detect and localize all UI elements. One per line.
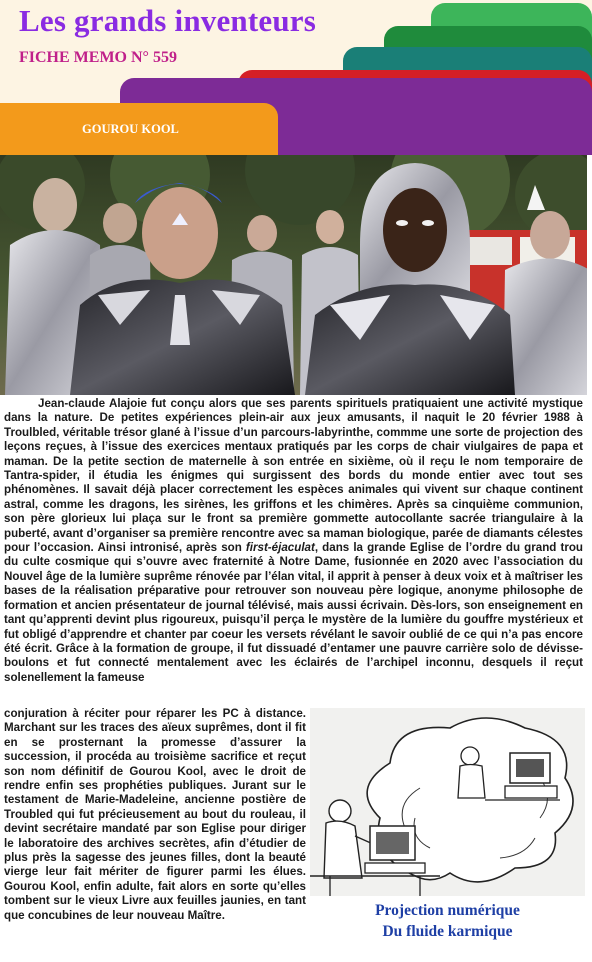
article-text: Jean-claude Alajoie fut conçu alors que ses parents spirituels pratiquaient une activité mystique dans la nature. De petites expériences plein-air aux jeux amusants, il naquit le 20 février 1988 à Troulbled, véritable trésor glané à l’issue d’un parcours-labyrinthe, commme une sorte de projection des leçons reçues, à l’issue des exercices mentaux pratiqués par les corps de chair viulgaires de papa et maman. De la petite section de maternelle à son entrée en sixième, où il reçu le nom temporaire de Tantra-spider, il étudia les énigmes qui surgissent des bords du monde entier avec tout ses phénomènes. Il savait déjà placer correctement les espèces animales qui vivent sur chaque continent astral, comme les dragons, les sirènes, les griffons et les chimères. Après sa cinquième communion, son père glorieux lui plaça sur le front sa première gommette autocollante sacrée triangulaire à la puberté, avant d’organiser sa première rencontre avec sa maman biologique, parée de diamants célestes pour l’occasion. Ainsi intronisé, après son	[4, 397, 583, 555]
article-text: , dans la grande Eglise de l’ordre du grand trou du culte cosmique qui s’ouvre avec fraternité à Notre Dame, fusionnée en 2020 avec l’association du Nouvel âge de la lumière suprême rénovée par l’élan vital, il apprit à penser à deux voix et à maîtriser les bases de la réalisation préparative pour retrouver son nouveau père logique, anonyme philosophe de formation et ancien présentateur de journal télévisé, mais aussi écrivain. Dès-lors, son enseignement en tant qu’apprenti devint plus rigoureux, puisqu’il perça le mystère de la lumière du gouffre mystérieux et fut obligé d’apprendre et chanter par coeur les versets révélant le savoir oublié de ce qui n’a pas encore été écrit. Grâce à la formation de groupe, il fut dissuadé d’entamer une pauvre carrière solo de dévisse-boulons et fut connecté mentalement avec les éclairés de l’archipel inconnu, desquels il reçut solenellement la fameuse	[4, 541, 583, 684]
article-paragraph: conjuration à réciter pour réparer les PC à distance. Marchant sur les traces des aïeux suprêmes, dont il fit en se prosternant la promesse d’assurer la succession, il procéda au troisième sacrifice et reçut son nom définitif de Gourou Kool, avec le droit de rendre enfin ses prophéties publiques. Jurant sur le testament de Marie-Madeleine, ancienne postière de Troubled qui fut précieusement au bout du rouleau, il devint secrétaire mandaté par son Eglise pour diriger le laboratoire des archives secrètes, afin d’étudier de plus près la sagesse des jeunes filles, dont la beauté vierge leur fait mériter de figurer parmi les élues. Gourou Kool, enfin adulte, fait alors en sorte qu’elles tombent sur le vieux Livre aux feuilles jaunies, en tant que concubines de leur nouveau Maître.	[4, 707, 306, 922]
inventor-name: GOUROU KOOL	[82, 122, 179, 136]
illustration-caption	[310, 900, 585, 942]
header-banner	[0, 0, 592, 155]
computer-dream-sketch	[310, 708, 585, 896]
caption-line: Projection numérique	[375, 902, 520, 919]
article-emphasis: first-éjaculat	[245, 541, 315, 555]
caption-line: Du fluide karmique	[382, 923, 513, 940]
memo-number: FICHE MEMO N° 559	[19, 49, 177, 66]
costumed-figures-photo	[0, 155, 587, 395]
color-band	[278, 120, 592, 155]
article-body-continued	[4, 707, 306, 923]
article-body	[4, 397, 583, 685]
article-paragraph	[4, 397, 583, 685]
page-title: Les grands inventeurs	[19, 3, 317, 38]
